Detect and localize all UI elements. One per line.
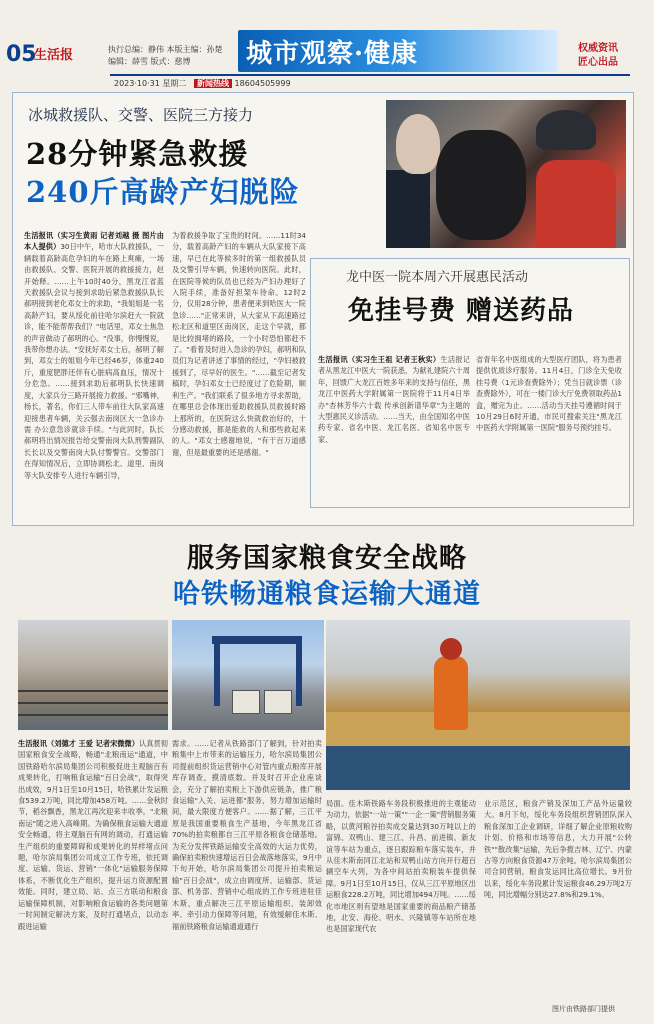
issue-date: 2023·10·31 星期二 — [114, 79, 187, 88]
article-rescue-column-2: 为着救援争取了宝贵的时间。……11时34分，载着高龄产妇的车辆从大队家接下高速，早已在此等候多时的第一组救援队员及交警引导车辆，快速转向医院。此时，在医院等候的队员也已经为产妇办理好了入院手续，准备好担架车待命。12时2分，仅用28分钟，患者便来到哈医大一院急诊……"正常来讲，从大家从下高速路过松北区和道里区南岗区，走这个早就，都是比较拥堵的路段，一个小时恐怕都赶不了。"看着及时进入急诊的孕妇，郝明和队员们为记者讲述了事情的经过，"孕妇被救援到了，尽早好的医生。"……截至记者发稿时，孕妇邓女士已经度过了危险期，顺利生产。"我们联系了很多地方寻求帮助，在哪里总会体现出爱助救援队员救援时路上那所的，在医院这么快就救治好的，十分感动救援，都是能救的人和那些救起来的人。"邓女士感谢地说，"有干百万道感谢，但是最重要的还是感谢。" — [172, 231, 306, 457]
article-grain-column-4: 业示范区，粮食产销及深加工产品外运量较大。8月下旬，绥化车务段组织营销团队深入粮食深加工企业调研，详细了解企业原粮收购计划、价格和市场等信息，大力开展"公转铁""散改集"运输，先后争揽吉林、辽宁、内蒙古等方向粮食货源47万余吨。哈尔滨局集团公司合同营销，粮食发运同比高位增长。9月份以来，绥化车务段累计发运粮食46.29万吨2万吨，同比增幅分别达27.8%和29.1%。 — [484, 799, 632, 900]
photo-figure-face — [396, 114, 440, 174]
article-hospital-byline: 生活报讯（实习生王祖 记者王秋实） — [318, 355, 441, 364]
article-grain-headline-2: 哈铁畅通粮食运输大通道 — [173, 579, 481, 610]
rescue-photo — [386, 100, 626, 248]
rail-line — [18, 690, 168, 692]
worker-helmet — [440, 638, 462, 660]
photo-figure-cap — [536, 110, 596, 150]
grain-yard-photo — [18, 620, 168, 730]
hotline-label: 新闻热线 — [194, 79, 232, 88]
article-hospital-column-2: 省青年名中医组成的大型医疗团队，将为患者提供优质诊疗服务。11月4日，门诊全天免收挂号费（1元诊查费除外）；凭当日就诊票（诊查费除外），可在一楼门诊大厅免费领取药品1盒，赠完为止。……活动当天挂号遵循时间于10月29日6时开通，市民可搜索关注"黑龙江中医药大学附属第一医院"服务号预约挂号。 — [476, 355, 622, 433]
rail-car — [326, 746, 630, 790]
date-bar — [114, 78, 291, 89]
crane-leg — [214, 636, 220, 706]
grain-pile — [326, 712, 630, 748]
grain-loading-photo — [326, 620, 630, 790]
article-grain-column-3: 局面。佳木斯铁路车务段积极推进的主观能动为动力，依据"一站一策""一企一策"营销服务策略，以黄河粮谷拍卖成交量达到30万吨以上的富锦、双鸭山、建三江、升昌、前进镇、新友谊等车站为重点，逐日跟踪粮车落实装车，并从佳木斯南同江北站和双鸭山站方向开行超百辆空车大列，为各中间站拍卖粮装车提供保障。9月1日至10月15日，仅从三江平原地区出运粮食228.2万吨，同比增加494万吨。……绥化市地区则有望地是国家重要的商品粮产储基地，北安、海伦、明水、兴隆镇等车站所在地也是国家现代农 — [326, 799, 476, 934]
slogan-line-1: 权威资讯 — [578, 43, 618, 54]
photo-figure-left — [386, 170, 430, 248]
article-rescue-text-1: 30日中午，哈市大队救援队，一辆载着高龄高危孕妇的车在路上爽瘫，一场由救援队、交警、医院开展的救援接力，赵开始释。……上午10时40分，黑龙江省蓝天救援队会议与接到求助后紧急救援队队长郝明接到老化邓女士的求助，"我姐姐是一名高龄产妇，要从绥化前往哈尔滨赶大一院就诊，能不能帮帮我们？"电话里，邓女士焦急的声音做动了郝明的心。"没事，你慢慢说，我带你想办法。"安抚好邓女士后，郝明了解到，邓女士的姐姐今年已经46岁，体重240斤，重度肥胖还伴有心脏病高血压，情况十分危急。……接到求助后郝明队长快速调度，大家兵分三路开展接力救援。"邪嘴神，杨长，著名，你们三人带车前往大队家高速迎接患者车辆，关云强去南岗区大一急诊办需 办公意急诊就诊手续。"与此同时，队长郝明将出情况报告给交警南岗大队刑警副队长长以及交警南岗大队付警警官。交警部门在得知情况后，立即协调松北、道里、南岗等大队安排专人进行车辆引导， — [24, 242, 164, 480]
section-title: 城市观察·健康 — [246, 39, 419, 69]
article-hospital-text-1: 生活报记者从黑龙江中医大一院获悉，为献礼建院六十周年，回馈广大龙江百姓多年来的支持与信任，黑龙江中医药大学附属第一医院将于11月4日举办"杏林芳华六十载 传承创新谱华章"为主题的大型惠民义诊活动。……当天，由全国知名中医药专家、省名中医、龙江名医、省知名中医专家、 — [318, 355, 470, 444]
truck — [232, 690, 260, 714]
worker-figure — [434, 656, 468, 730]
article-rescue-headline-1: 28分钟紧急救援 — [26, 137, 249, 171]
newspaper-brand: 生活报 — [34, 48, 74, 63]
page-number: 05 — [6, 42, 37, 67]
rail-line — [18, 714, 168, 716]
article-rescue-column-1 — [24, 230, 164, 512]
article-grain-column-2: 需求。……记者从铁路部门了解到，针对拍卖粮集中上市带来的运输压力，哈尔滨局集团公司提前组织货运营销中心对管内重点粮库开展库存调查，摸清底数。并及时召开企业座谈会，充分了解拍卖粮上下游供应链条，推广粮食运输"入关、运进都"服务，努力增加运输时间，最大限度方便客户。……据了解，三江平原是我国重要粮食生产基地，今年黑龙江省70%的拍卖粮都自三江平原各粮食仓储基地。为充分发挥铁路运输安全高效的大运力优势，确保拍卖粮快速增运百日会战落地落实，9月中下旬开始，哈尔滨局集团公司提升拍卖粮运输"百日会战"，成立由调度所、运输部、货运部、机务部、营销中心组成的工作专班进驻佳木斯，重点解决三江平原运输组织、装卸效率、牵引动力保障等问题，有效缓解佳木斯、福前铁路粮食运输通道通行 — [172, 739, 322, 931]
article-hospital-headline: 免挂号费 赠送药品 — [348, 296, 575, 326]
slogan-line-2: 匠心出品 — [578, 57, 618, 68]
header-divider — [110, 74, 630, 76]
container-yard-photo — [172, 620, 324, 730]
editor-credits — [108, 44, 223, 68]
photo-figure-patient — [436, 130, 526, 240]
photo-figure-rescuer — [536, 160, 616, 248]
article-hospital-column-1 — [318, 354, 470, 500]
gantry-crane — [212, 636, 302, 644]
hotline-number: 18604505999 — [234, 79, 291, 88]
article-rescue-kicker: 冰城救援队、交警、医院三方接力 — [28, 106, 254, 124]
crane-leg — [296, 636, 302, 706]
article-grain-column-1 — [18, 738, 168, 1014]
article-rescue-headline-2: 240斤高龄产妇脱险 — [26, 175, 300, 209]
truck — [264, 690, 292, 714]
article-hospital-kicker: 龙中医一院本周六开展惠民活动 — [346, 270, 529, 285]
article-grain-byline: 生活报讯（刘德才 王爱 记者宋微微） — [18, 739, 140, 748]
editor-line-2: 编辑：薛雪 版式：慈博 — [108, 57, 191, 66]
article-grain-text-1: 认真贯彻国家粮食安全战略，畅通"北粮南运"通道，中国铁路哈尔滨局集团公司积极促进主观脑百有成果转化，打响粮食运输"百日会战"，取得突出成效，9月1日至10月15日，哈铁累计发运粮食539.2万吨，同比增加458万吨。……金秋时节，稻谷飘香，黑龙江再次迎来丰收季。"北粮南运"随之进入高峰期。为确保粮食运输大通道安全畅通，将主观脑百有网的调动，打通运输生产组织的重要障碍和成果转化的异样堵点问题，哈尔滨局集团公司成立工作专班，依托调度、运输、货运、营销"一体化"运输服务保障体系，不断优化生产组织，提升运力资源配置效能。同时，建立局、站、点三方联动和粮食运输保障机制，对影响粮食运输的各类问题第一时间制定解决方案，及时打通堵点，以动态跟进运输 — [18, 739, 168, 931]
rail-line — [18, 702, 168, 704]
photo-credit: 图片由铁路部门提供 — [552, 1005, 615, 1013]
article-grain-headline-1: 服务国家粮食安全战略 — [187, 543, 467, 574]
editor-line-1: 执行总编：静伟 本版主编：孙楚 — [108, 45, 223, 54]
section-slogan — [578, 42, 618, 70]
article-rescue-byline: 生活报讯（实习生黄雨 记者刘越 摄 图片由本人提供） — [24, 231, 164, 252]
